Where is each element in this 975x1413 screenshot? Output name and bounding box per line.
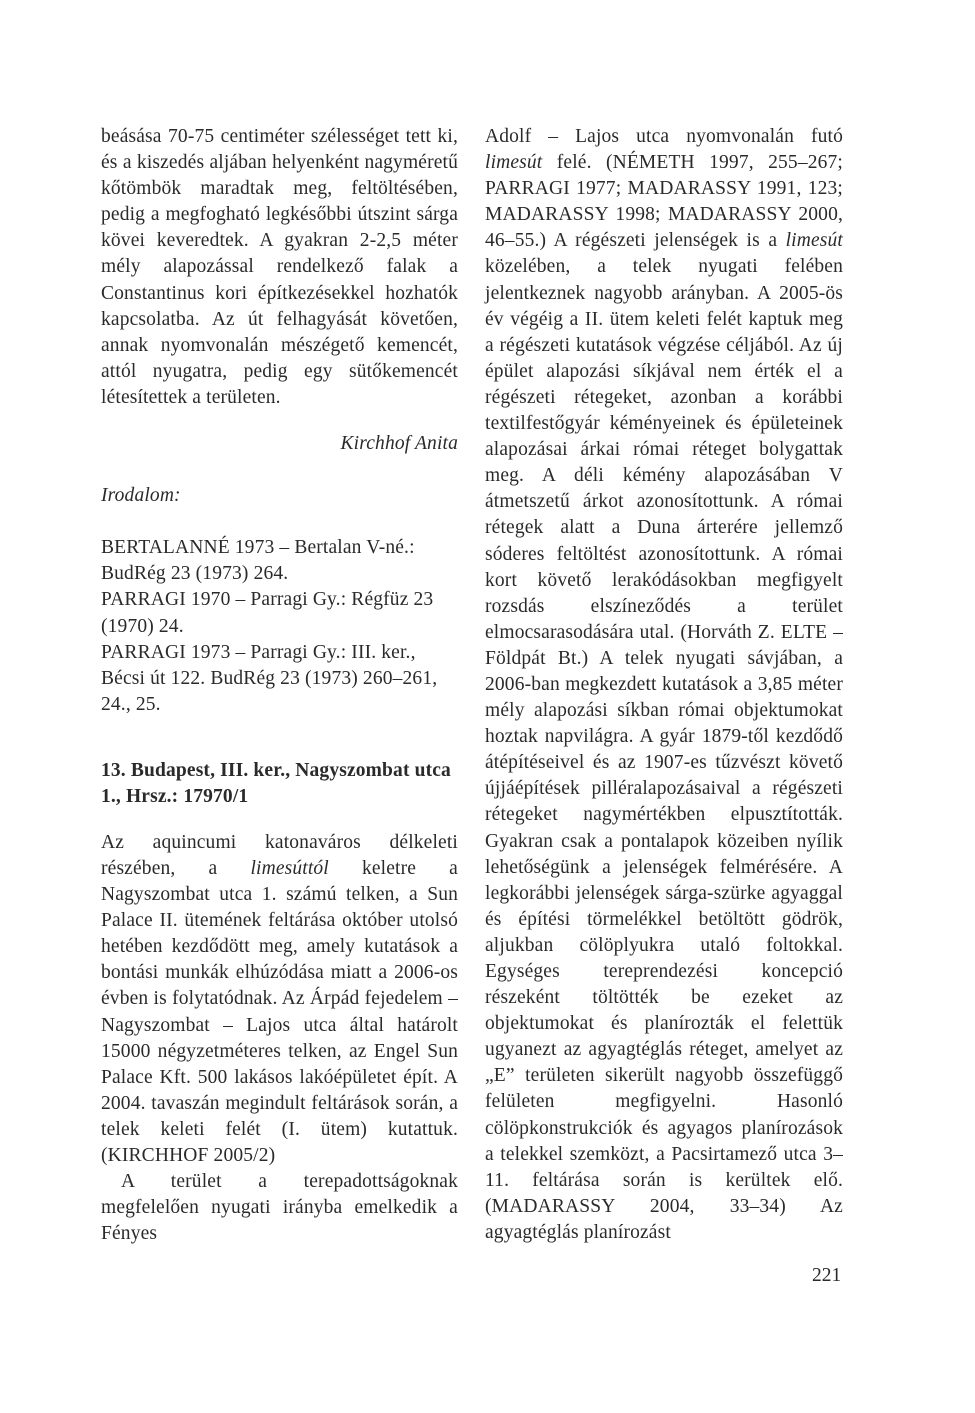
reference-item: BERTALANNÉ 1973 – Bertalan V-né.: BudRég 23 (1973) 264. (101, 537, 415, 585)
right-column (485, 124, 843, 1246)
body-paragraph-continued (485, 124, 843, 1246)
section-heading: 13. Budapest, III. ker., Nagyszombat utca 1., Hrsz.: 17970/1 (101, 759, 451, 807)
italic-term: limesút (785, 230, 843, 252)
reference-item: PARRAGI 1973 – Parragi Gy.: III. ker., Bécsi út 122. BudRég 23 (1973) 260–261, 24., 25. (101, 641, 438, 715)
text-run: keletre a Nagyszombat utca 1. számú telken, a Sun Palace II. ütemének feltárása október utolsó hetében kezdődött meg, amely kutatások a bontási munkák elhúzódása miatt a 2006-os évben is folytatódnak. Az Árpád fejedelem – Nagyszombat – Lajos utca által határolt 15000 négyzetméteres telken, az Engel Sun Palace Kft. 500 lakásos lakóépületet épít. A 2004. tavaszán megindult feltárások során, a telek keleti felét (I. ütem) kutattuk. (KIRCHHOF 2005/2) (101, 857, 458, 1166)
text-run: Adolf – Lajos utca nyomvonalán futó (485, 126, 843, 147)
left-column (101, 124, 458, 1247)
page-number: 221 (812, 1265, 842, 1286)
italic-term: limesút (485, 152, 543, 174)
text-run: Az aquincumi katonaváros délkeleti részében, a (101, 831, 458, 879)
body-paragraph-3: A terület a terepadottságoknak megfelelően nyugati irányba emelkedik a Fényes (101, 1171, 458, 1245)
author-signature: Kirchhof Anita (340, 433, 458, 455)
body-paragraph-1: beásása 70-75 centiméter szélességet tett ki, és a kiszedés aljában helyenként nagyméretű kőtömbök maradtak meg, feltöltésében, pedig a megfogható legkésőbbi útszint sárga kövei keveredtek. A gyakran 2-2,5 méter mély alapozással rendelkező falak a Constantinus kori építkezésekkel hozhatók kapcsolatba. Az út felhagyását követően, annak nyomvonalán mészégető kemencét, attól nyugatra, pedig egy sütőkemencét létesítettek a területen. (101, 126, 458, 408)
italic-term: limesúttól (250, 857, 329, 879)
text-run: felé. (NÉMETH 1997, 255–267; PARRAGI 1977; MADARASSY 1991, 123; MADARASSY 1998; MADARASSY 2000, 46–55.) A régészeti jelenségek is a (485, 152, 843, 252)
reference-item: PARRAGI 1970 – Parragi Gy.: Régfüz 23 (1970) 24. (101, 589, 434, 637)
bibliography-heading: Irodalom: (101, 485, 181, 507)
body-paragraph-2 (101, 830, 458, 1169)
text-run: közelében, a telek nyugati felében jelentkeznek nagyobb arányban. A 2005-ös év végéig a II. ütem keleti felét kaptuk meg a régészeti kutatások végzése céljából. Az új épület alapozási síkjával nem érték el a régészeti rétegeket, azonban a korábbi textilfestőgyár kéményeinek és épületeinek alapozásai árkai római réteget bolygattak meg. A déli kémény alapozásában V átmetszetű árkot azonosítottunk. A római rétegek alatt a Duna árterére jellemző sóderes feltöltést azonosítottunk. A római kort követő lerakódásokban megfigyelt rozsdás elszíneződés a terület elmocsarasodására utal. (Horváth Z. ELTE –Földpát Bt.) A telek nyugati sávjában, a 2006-ban megkezdett kutatások a 3,85 méter mély alapozási síkban római objektumokat hoztak napvilágra. A gyár 1879-től kezdődő átépítéseivel és az 1907-es tűzvészt követő újjáépítések pilléralapozásaival a régészeti rétegeket nagymértékben elpusztították. Gyakran csak a pontalapok közeiben nyílik lehetőségünk a jelenségek felmérésére. A legkorábbi jelenségek sárga-szürke agyaggal és építési törmelékkel betöltött gödrök, aljukban cölöplyukra utaló foltokkal. Egységes tereprendezési koncepció részeként töltötték be ezeket az objektumokat és planírozták el felettük ugyanezt az agyagtéglás réteget, amelyet az „E” területen sikerült nagyobb összefüggő felületen megfigyelni. Hasonló cölöpkonstrukciók és agyagos planírozások a telekkel szemközt, a Pacsirtamező utca 3–11. feltárása során is kerültek elő. (MADARASSY 2004, 33–34) Az agyagtéglás planírozást (485, 256, 843, 1243)
